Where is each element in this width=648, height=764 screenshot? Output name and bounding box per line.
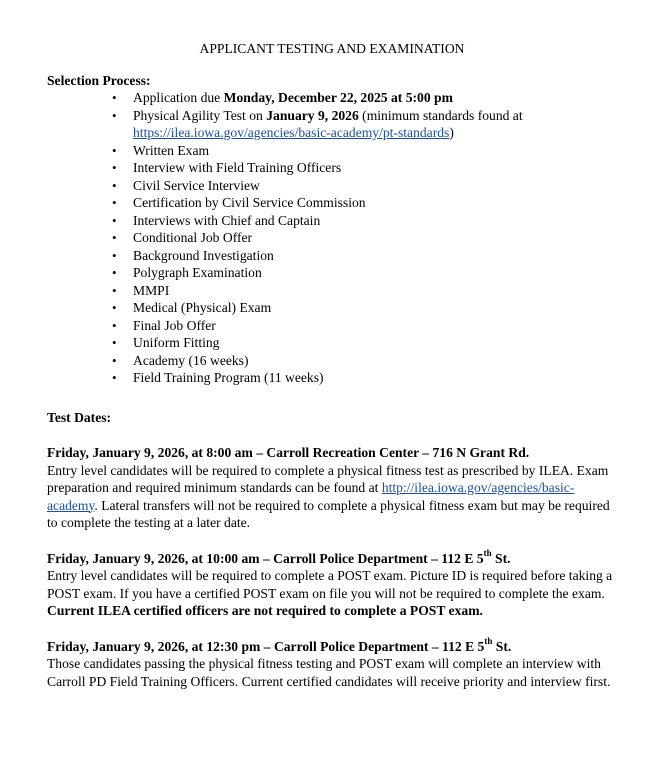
list-item: • Final Job Offer <box>47 317 617 335</box>
test-dates-heading: Test Dates: <box>47 409 112 425</box>
test-heading-fitness: Friday, January 9, 2026, at 8:00 am – Carroll Recreation Center – 716 N Grant Rd. <box>47 445 530 460</box>
list-item: • Interviews with Chief and Captain <box>47 212 617 230</box>
list-item: • Interview with Field Training Officers <box>47 159 617 177</box>
list-item: • Civil Service Interview <box>47 177 617 195</box>
test-body-fitness: Entry level candidates will be required to complete a physical fitness test as prescribed by ILEA. Exam preparation and required minimum standards can be found at http://ilea.iowa.gov/agencies/basic-academy. Lateral transfers will not be required to complete a physical fitness exam but may be required to complete the testing at a later date. <box>47 462 610 530</box>
selection-process-heading: Selection Process: <box>47 72 151 88</box>
list-item: • Conditional Job Offer <box>47 229 617 247</box>
list-item: • Written Exam <box>47 142 617 160</box>
list-item: • Polygraph Examination <box>47 264 617 282</box>
test-heading-interview: Friday, January 9, 2026, at 12:30 pm – Carroll Police Department – 112 E 5th St. <box>47 635 512 654</box>
test-block-interview <box>47 635 617 691</box>
test-heading-post-exam: Friday, January 9, 2026, at 10:00 am – Carroll Police Department – 112 E 5th St. <box>47 547 511 566</box>
list-item: • Uniform Fitting <box>47 334 617 352</box>
certified-officers-note: Current ILEA certified officers are not required to complete a POST exam. <box>47 603 483 618</box>
document-page <box>47 40 617 708</box>
agility-test-date: January 9, 2026 <box>266 107 359 123</box>
selection-steps-list <box>47 89 617 387</box>
application-deadline: Monday, December 22, 2025 at 5:00 pm <box>223 90 453 105</box>
test-body-interview: Those candidates passing the physical fitness testing and POST exam will complete an interview with Carroll PD Field Training Officers. Current certified candidates will receive priority and interview first. <box>47 656 611 689</box>
list-item: • Background Investigation <box>47 247 617 265</box>
list-item: • MMPI <box>47 282 617 300</box>
test-block-fitness <box>47 444 617 532</box>
list-item: • Field Training Program (11 weeks) <box>47 369 617 387</box>
list-item: • Application due Monday, December 22, 2025 at 5:00 pm <box>47 89 617 107</box>
list-item: • Certification by Civil Service Commission <box>47 194 617 212</box>
test-block-post-exam <box>47 547 617 620</box>
document-title: APPLICANT TESTING AND EXAMINATION <box>199 41 465 56</box>
list-item: • Physical Agility Test on January 9, 2026 (minimum standards found at https://ilea.iowa.gov/agencies/basic-academy/pt-standards) <box>47 107 617 142</box>
pt-standards-link[interactable]: https://ilea.iowa.gov/agencies/basic-academy/pt-standards <box>133 125 450 140</box>
basic-academy-link[interactable]: http://ilea.iowa.gov/agencies/basic-academy <box>47 480 575 513</box>
list-item: • Academy (16 weeks) <box>47 352 617 370</box>
test-body-post-exam: Entry level candidates will be required to complete a POST exam. Picture ID is required before taking a POST exam. If you have a certified POST exam on file you will not be required to complete the exam. Current ILEA certified officers are not required to complete a POST exam. <box>47 568 613 618</box>
list-item: • Medical (Physical) Exam <box>47 299 617 317</box>
